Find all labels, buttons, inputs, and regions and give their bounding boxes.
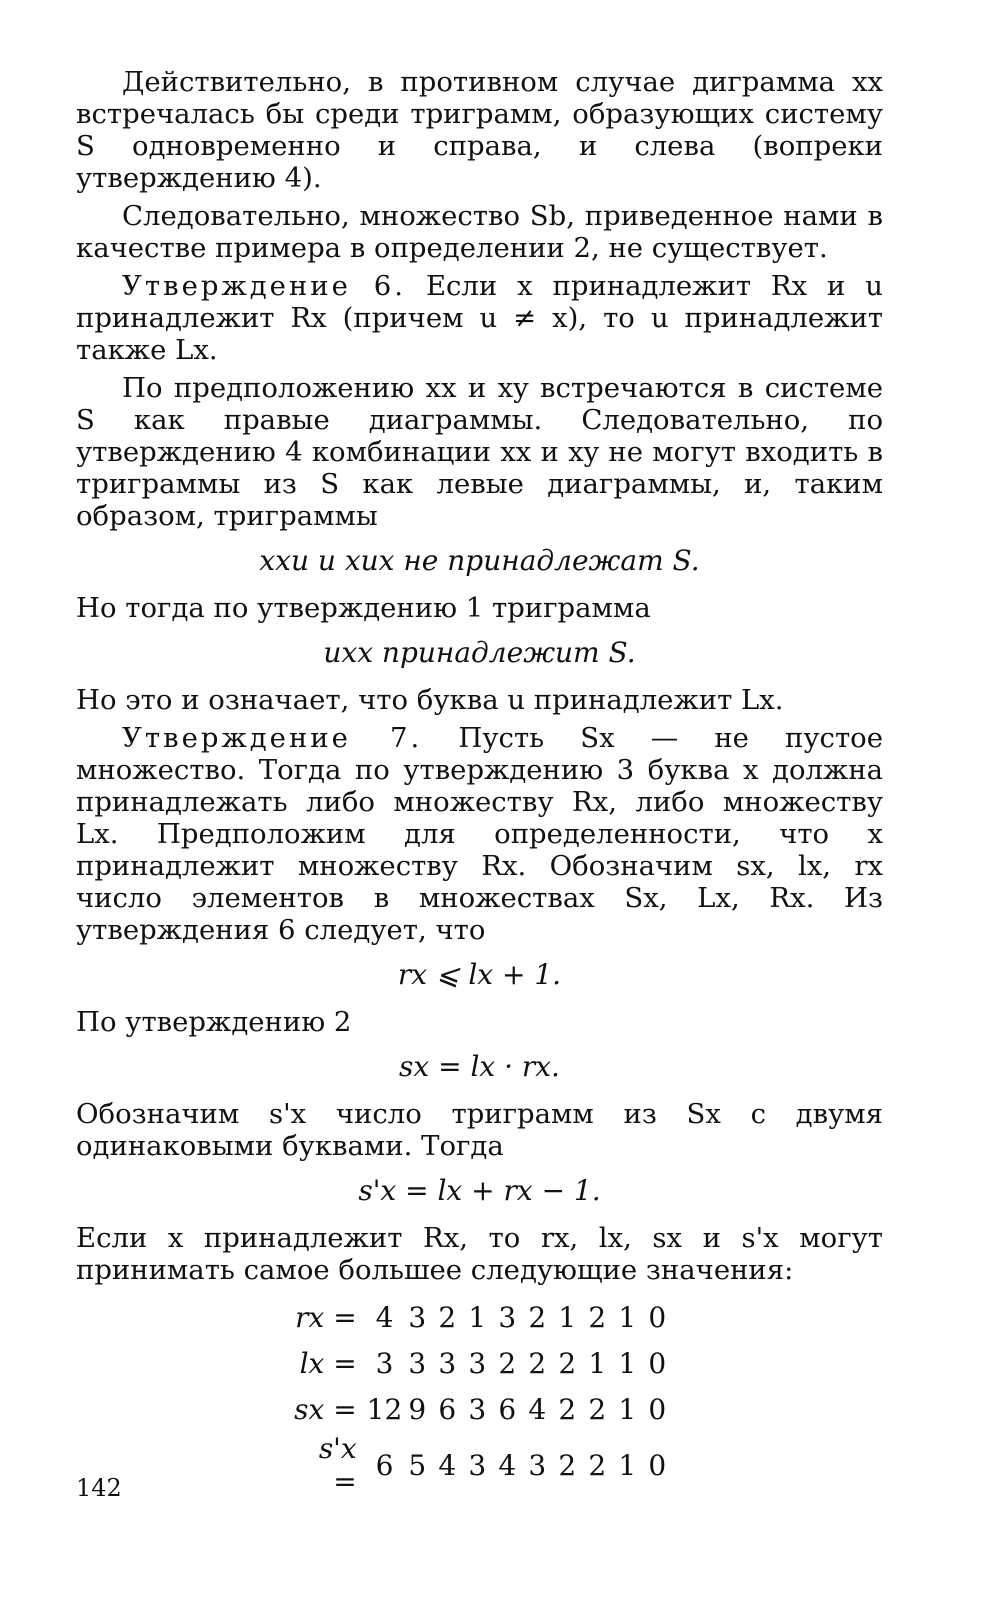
table-cell: 6 xyxy=(498,1392,517,1426)
table-cell: 9 xyxy=(408,1392,427,1426)
equation-sx: sx = lx · rx. xyxy=(399,1050,560,1083)
table-cell: 3 xyxy=(468,1448,487,1482)
table-cell: 2 xyxy=(498,1346,517,1380)
table-cell: 1 xyxy=(618,1392,637,1426)
table-row xyxy=(287,1340,673,1386)
table-cell: 2 xyxy=(588,1392,607,1426)
page-number: 142 xyxy=(76,1474,122,1502)
paragraph-2: Следовательно, множество Sb, приведенное нами в качестве примера в определении 2, не существует. xyxy=(76,200,883,264)
equation-xxu-xux: xxu и xux не принадлежат S. xyxy=(259,544,700,577)
table-cell: 2 xyxy=(558,1392,577,1426)
statement-7-paragraph-4: Если x принадлежит Rx, то rx, lx, sx и s'x могут принимать самое большее следующие значения: xyxy=(76,1222,883,1286)
statement-6 xyxy=(76,270,883,366)
equation-sprime: s'x = lx + rx − 1. xyxy=(358,1174,601,1207)
statement-7-label: Утверждение 7. xyxy=(122,722,423,754)
table-row xyxy=(287,1386,673,1432)
proof-6-paragraph: По предположению xx и xy встречаются в системе S как правые диаграммы. Следовательно, по утверждению 4 комбинации xx и xy не могут входить в триграммы из S как левые диаграммы, и, таким образом, триграммы xyxy=(76,372,883,532)
statement-7-line-2: По утверждению 2 xyxy=(76,1006,352,1038)
table-cell: 4 xyxy=(375,1300,394,1334)
table-cell: 1 xyxy=(618,1300,637,1334)
proof-6-conclusion: Но это и означает, что буква u принадлежит Lx. xyxy=(76,684,784,716)
table-cell: 3 xyxy=(468,1392,487,1426)
table-cell: 4 xyxy=(498,1448,517,1482)
table-row xyxy=(287,1432,673,1498)
statement-7-text: Пусть Sx — не пустое множество. Тогда по утверждению 3 буква x должна принадлежать либо множеству Rx, либо множеству Lx. Предположим для определенности, что x принадлежит множеству Rx. Обозначим sx, lx, rx число элементов в множествах Sx, Lx, Rx. Из утверждения 6 следует, что xyxy=(76,722,883,946)
table-cell: 2 xyxy=(558,1346,577,1380)
values-table xyxy=(287,1294,673,1498)
table-cell: 5 xyxy=(408,1448,427,1482)
statement-7 xyxy=(76,722,883,946)
proof-6-line-2: Но тогда по утверждению 1 триграмма xyxy=(76,592,651,624)
row-label: rx = xyxy=(295,1300,357,1334)
table-cell: 2 xyxy=(528,1346,547,1380)
table-cell: 0 xyxy=(648,1392,667,1426)
table-cell: 12 xyxy=(366,1392,403,1426)
table-row xyxy=(287,1294,673,1340)
table-cell: 2 xyxy=(438,1300,457,1334)
statement-6-label: Утверждение 6. xyxy=(122,270,407,302)
table-cell: 3 xyxy=(438,1346,457,1380)
table-cell: 4 xyxy=(528,1392,547,1426)
row-label: lx = xyxy=(299,1346,357,1380)
table-cell: 6 xyxy=(438,1392,457,1426)
table-cell: 3 xyxy=(408,1346,427,1380)
statement-6-text: Если x принадлежит Rx и u принадлежит Rx (причем u ≠ x), то u принадлежит также Lx. xyxy=(76,270,883,366)
table-cell: 3 xyxy=(375,1346,394,1380)
table-cell: 3 xyxy=(408,1300,427,1334)
paragraph-1: Действительно, в противном случае диграмма xx встречалась бы среди триграмм, образующих систему S одновременно и справа, и слева (вопреки утверждению 4). xyxy=(76,66,883,194)
table-cell: 4 xyxy=(438,1448,457,1482)
table-cell: 3 xyxy=(528,1448,547,1482)
table-cell: 0 xyxy=(648,1346,667,1380)
row-label: s'x = xyxy=(318,1432,357,1498)
table-cell: 6 xyxy=(375,1448,394,1482)
table-cell: 2 xyxy=(558,1448,577,1482)
table-cell: 3 xyxy=(498,1300,517,1334)
table-cell: 1 xyxy=(618,1448,637,1482)
table-cell: 2 xyxy=(528,1300,547,1334)
table-cell: 1 xyxy=(468,1300,487,1334)
table-cell: 1 xyxy=(588,1346,607,1380)
table-cell: 0 xyxy=(648,1448,667,1482)
equation-uxx: uxx принадлежит S. xyxy=(323,636,636,669)
table-cell: 1 xyxy=(618,1346,637,1380)
table-cell: 3 xyxy=(468,1346,487,1380)
table-cell: 2 xyxy=(588,1300,607,1334)
table-cell: 1 xyxy=(558,1300,577,1334)
table-cell: 2 xyxy=(588,1448,607,1482)
statement-7-paragraph-3: Обозначим s'x число триграмм из Sx с двумя одинаковыми буквами. Тогда xyxy=(76,1098,883,1162)
row-label: sx = xyxy=(294,1392,357,1426)
equation-rx-le-lx: rx ⩽ lx + 1. xyxy=(397,958,562,991)
table-cell: 0 xyxy=(648,1300,667,1334)
